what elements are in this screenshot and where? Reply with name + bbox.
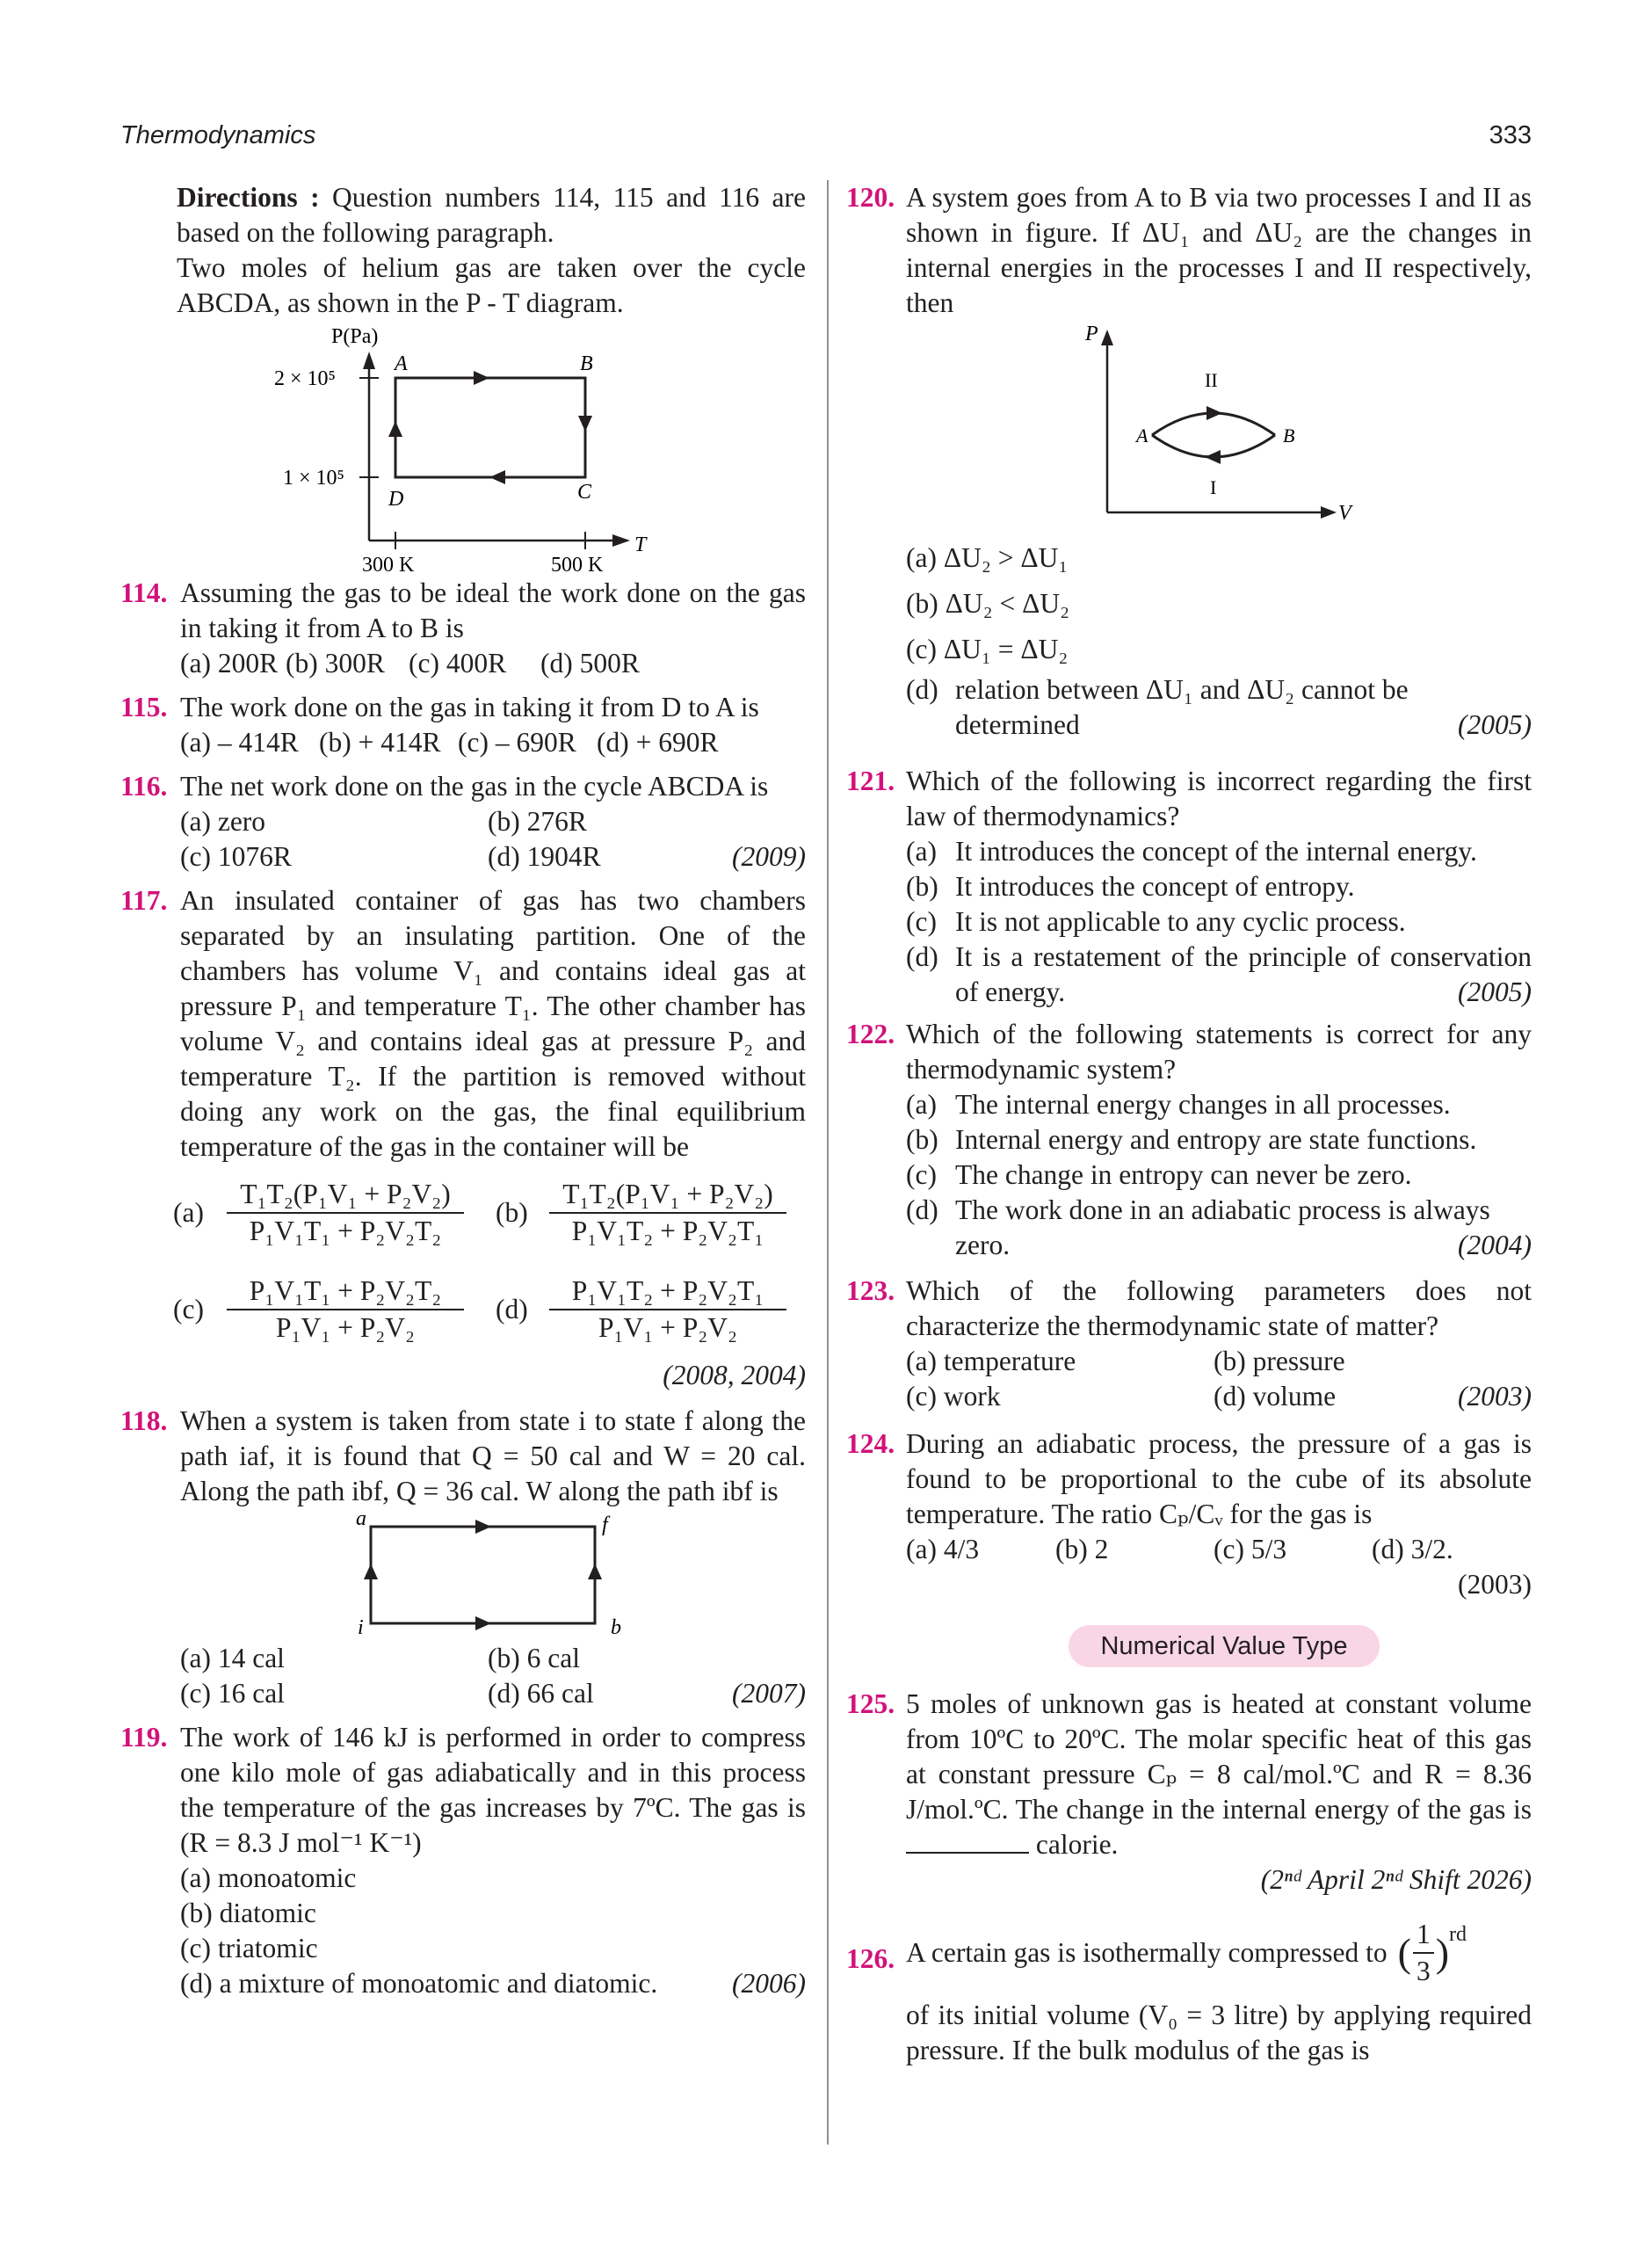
fig2-label-a: a <box>356 1509 366 1530</box>
page-header-title: Thermodynamics <box>120 121 316 149</box>
fig1-xaxis-label: T <box>634 533 647 556</box>
question-126-continued: of its initial volume (V₀ = 3 litre) by applying required pressure. If the bulk modulus of the gas is <box>906 2000 1532 2065</box>
fig3-i-label: I <box>1210 476 1217 498</box>
q123-options: (a) temperature (b) pressure (c) work (d) volume (2003) <box>906 1346 1532 1412</box>
q122-option-d: (d) The work done in an adiabatic process is always zero. (2004) <box>906 1194 1532 1260</box>
left-column <box>120 180 806 2001</box>
q116-options: (a) zero (b) 276R (c) 1076R (d) 1904R (2009) <box>180 806 806 872</box>
fig1-y-lo: 1 × 10⁵ <box>283 467 344 490</box>
fig3-v-label: V <box>1338 502 1351 523</box>
question-116: 116. The net work done on the gas in the cycle ABCDA is <box>120 771 769 802</box>
question-123: 123. Which of the following parameters does not characterize the thermodynamic state of matter? <box>846 1275 1532 1341</box>
q124-year: (2003) <box>1458 1569 1532 1600</box>
page-number: 333 <box>1489 121 1532 149</box>
fig2-label-f: f <box>602 1513 608 1536</box>
pv-diagram <box>846 321 1532 523</box>
q119-option-c: (c) triatomic <box>180 1933 318 1963</box>
question-118: 118. When a system is taken from state i to state f along the path iaf, it is found that Q = 50 cal and W = 20 cal. Along the path ibf, Q = 36 cal. W along the path ibf is <box>120 1405 806 1506</box>
section-heading <box>917 1625 1532 1667</box>
q119-option-a: (a) monoatomic <box>180 1862 357 1893</box>
fig1-point-a: A <box>395 352 408 375</box>
q120-option-c: (c) ΔU₁ = ΔU₂ <box>906 634 1069 664</box>
fig1-point-d: D <box>388 488 404 511</box>
question-122: 122. Which of the following statements is correct for any thermodynamic system? <box>846 1019 1532 1085</box>
q117-options: (a) $\frac{\text{T₁T₂(P₁V₁ + P₂V₂)}}{\text{P₁V₁T₁ + P₂V₂T₂}}$ (b) $\frac{\text{T₁T₂(P₁V₁ + P₂V₂)}}{\text{P₁V₁T₂ + P₂V₂T₁}}$ (c) $\frac{\text{P₁V₁T₁ + P₂V₂T₂}}{\text{P₁V₁ + P₂V₂}}$ (d) $\frac{\text{P₁V₁T₂ + P₂V₂T₁}}{\text{P₁V₁ + P₂V₂}}$ <box>120 1165 806 1358</box>
q115-options: (a) – 414R (b) + 414R (c) – 690R (d) + 690R <box>180 727 719 758</box>
question-117: 117. An insulated container of gas has two chambers separated by an insulating partition. One of the chambers has volume V₁ and contains ideal gas at pressure P₁ and temperature T₁. The other chamber has volume V₂ and contains ideal gas at pressure P₂ and temperature T₂. If the partition is removed without doing any work on the gas, the final equilibrium temperature of the gas in the container will be <box>120 885 806 1162</box>
q120-option-b: (b) ΔU₂ < ΔU₂ <box>906 588 1070 619</box>
q125-year: (2ⁿᵈ April 2ⁿᵈ Shift 2026) <box>1260 1864 1532 1895</box>
fig2-label-b: b <box>611 1616 621 1639</box>
fig3-ii-label: II <box>1205 369 1218 391</box>
q117-year: (2008, 2004) <box>663 1360 806 1390</box>
q119-option-d: (d) a mixture of monoatomic and diatomic. (2006) <box>180 1968 806 1999</box>
q119-option-b: (b) diatomic <box>180 1898 316 1928</box>
question-124: 124. During an adiabatic process, the pressure of a gas is found to be proportional to the cube of its absolute temperature. The ratio Cₚ/Cᵥ for the gas is <box>846 1428 1532 1529</box>
q118-options: (a) 14 cal (b) 6 cal (c) 16 cal (d) 66 cal (2007) <box>180 1643 806 1709</box>
question-126: 126. A certain gas is isothermally compressed to ( $\frac{1}{3}$ ) rd <box>846 1917 1532 1989</box>
question-121: 121. Which of the following is incorrect regarding the first law of thermodynamics? <box>846 766 1532 831</box>
q121-option-a: (a) It introduces the concept of the internal energy. <box>906 836 1477 867</box>
numerical-value-type-badge: Numerical Value Type <box>1069 1625 1379 1667</box>
fig1-yaxis-label: P(Pa) <box>331 325 379 348</box>
fig1-point-b: B <box>580 352 593 375</box>
fig1-y-hi: 2 × 10⁵ <box>274 367 336 390</box>
question-115: 115. The work done on the gas in taking it from D to A is <box>120 692 759 722</box>
q120-option-a: (a) ΔU₂ > ΔU₁ <box>906 542 1069 573</box>
directions-paragraph: Two moles of helium gas are taken over the cycle ABCDA, as shown in the P - T diagram. <box>177 252 806 318</box>
q122-option-b: (b) Internal energy and entropy are state functions. <box>906 1124 1477 1155</box>
pt-diagram <box>120 321 806 576</box>
fig3-a-label: A <box>1136 425 1148 446</box>
question-120: 120. A system goes from A to B via two processes I and II as shown in figure. If ΔU₁ and ΔU₂ are the changes in internal energies in the processes I and II respectively, then <box>846 182 1532 318</box>
fig2-label-i: i <box>358 1616 364 1639</box>
q124-options: (a) 4/3 (b) 2 (c) 5/3 (d) 3/2. <box>906 1534 1453 1564</box>
q121-option-d: (d) It is a restatement of the principle of conservation of energy. (2005) <box>906 941 1532 1007</box>
q120-option-d: (d) relation between ΔU₁ and ΔU₂ cannot be determined (2005) <box>906 674 1532 740</box>
iaf-diagram <box>120 1509 806 1641</box>
q122-option-a: (a) The internal energy changes in all processes. <box>906 1089 1451 1120</box>
q121-option-c: (c) It is not applicable to any cyclic process. <box>906 906 1406 937</box>
answer-blank <box>906 1852 1029 1854</box>
fig1-x1: 300 K <box>362 554 415 576</box>
q114-options: (a) 200R (b) 300R (c) 400R (d) 500R <box>180 648 640 679</box>
right-column <box>846 180 1532 2068</box>
one-third-fraction: $\frac{1}{3}$ <box>1413 1917 1434 1989</box>
column-divider <box>827 180 829 2145</box>
fig3-p-label: P <box>1085 323 1098 345</box>
fig1-x2: 500 K <box>551 554 604 576</box>
question-125: 125. 5 moles of unknown gas is heated at constant volume from 10ºC to 20ºC. The molar specific heat of this gas at constant pressure Cₚ = 8 cal/mol.ºC and R = 8.36 J/mol.ºC. The change in the internal energy of the gas is calorie. <box>846 1688 1532 1860</box>
q121-option-b: (b) It introduces the concept of entropy. <box>906 871 1355 902</box>
question-119: 119. The work of 146 kJ is performed in order to compress one kilo mole of gas adiabatically and in this process the temperature of the gas increases by 7ºC. The gas is (R = 8.3 J mol⁻¹ K⁻¹) <box>120 1722 806 1858</box>
directions: Directions : Question numbers 114, 115 and 116 are based on the following paragraph. <box>177 182 807 248</box>
q122-option-c: (c) The change in entropy can never be zero. <box>906 1159 1412 1190</box>
fig1-point-c: C <box>577 481 592 504</box>
fig3-b-label: B <box>1283 425 1295 446</box>
question-114: 114. Assuming the gas to be ideal the work done on the gas in taking it from A to B is <box>120 577 806 643</box>
